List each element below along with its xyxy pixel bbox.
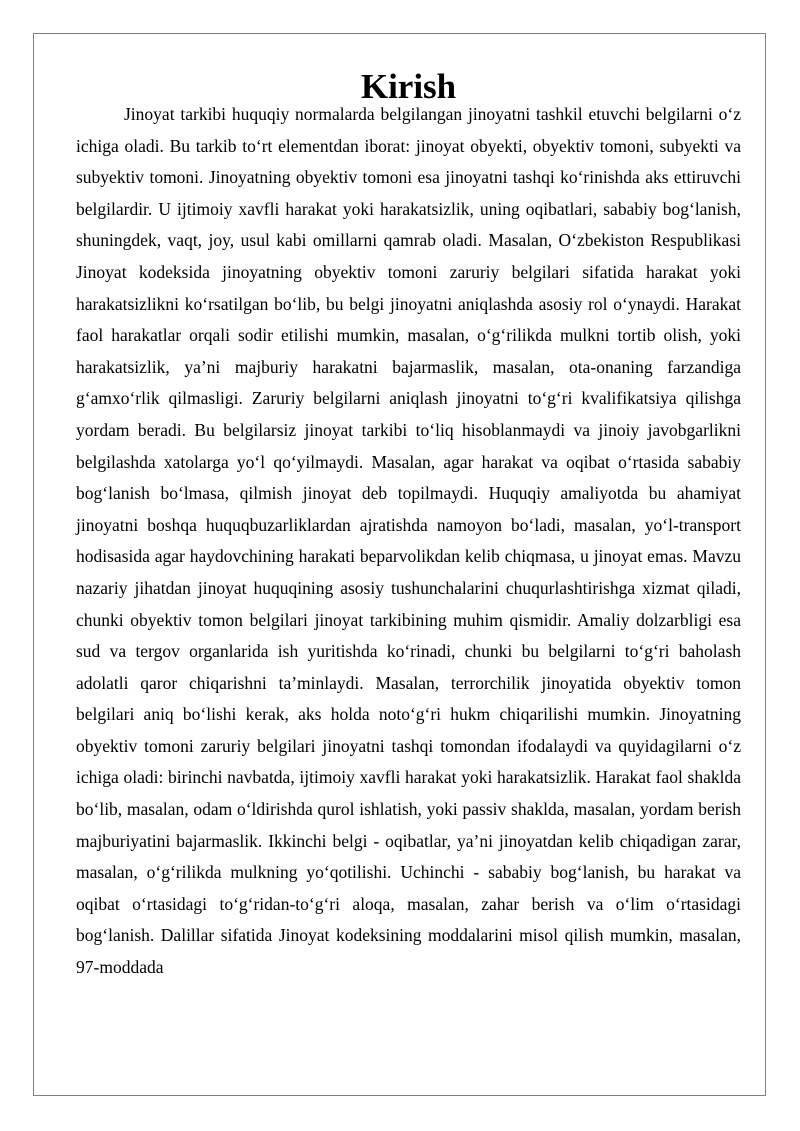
body-paragraph: Jinoyat tarkibi huquqiy normalarda belgilangan jinoyatni tashkil etuvchi belgilarni o‘z ichiga oladi. Bu tarkib to‘rt elementdan iborat: jinoyat obyekti, obyektiv tomoni, subyekti va subyektiv tomoni. Jinoyatning obyektiv tomoni esa jinoyatni tashqi ko‘rinishda aks ettiruvchi belgilardir. U ijtimoiy xavfli harakat yoki harakatsizlik, uning oqibatlari, sababiy bog‘lanish, shuningdek, vaqt, joy, usul kabi omillarni qamrab oladi. Masalan, O‘zbekiston Respublikasi Jinoyat kodeksida jinoyatning obyektiv tomoni zaruriy belgilari sifatida harakat yoki harakatsizlikni ko‘rsatilgan bo‘lib, bu belgi jinoyatni aniqlashda asosiy rol o‘ynaydi. Harakat faol harakatlar orqali sodir etilishi mumkin, masalan, o‘g‘rilikda mulkni tortib olish, yoki harakatsizlik, ya’ni majburiy harakatni bajarmaslik, masalan, ota-onaning farzandiga g‘amxo‘rlik qilmasligi. Zaruriy belgilarni aniqlash jinoyatni to‘g‘ri kvalifikatsiya qilishga yordam beradi. Bu belgilarsiz jinoyat tarkibi to‘liq hisoblanmaydi va jinoiy javobgarlikni belgilashda xatolarga yo‘l qo‘yilmaydi. Masalan, agar harakat va oqibat o‘rtasida sababiy bog‘lanish bo‘lmasa, qilmish jinoyat deb topilmaydi. Huquqiy amaliyotda bu ahamiyat jinoyatni boshqa huquqbuzarliklardan ajratishda namoyon bo‘ladi, masalan, yo‘l-transport hodisasida agar haydovchining harakati beparvolikdan kelib chiqmasa, u jinoyat emas. Mavzu nazariy jihatdan jinoyat huquqining asosiy tushunchalarini chuqurlashtirishga xizmat qiladi, chunki obyektiv tomon belgilari jinoyat tarkibining muhim qismidir. Amaliy dolzarbligi esa sud va tergov organlarida ish yuritishda ko‘rinadi, chunki bu belgilarni to‘g‘ri baholash adolatli qaror chiqarishni ta’minlaydi. Masalan, terrorchilik jinoyatida obyektiv tomon belgilari aniq bo‘lishi kerak, aks holda noto‘g‘ri hukm chiqarilishi mumkin. Jinoyatning obyektiv tomoni zaruriy belgilari jinoyatni tashqi tomondan ifodalaydi va quyidagilarni o‘z ichiga oladi: birinchi navbatda, ijtimoiy xavfli harakat yoki harakatsizlik. Harakat faol shaklda bo‘lib, masalan, odam o‘ldirishda qurol ishlatish, yoki passiv shaklda, masalan, yordam berish majburiyatini bajarmaslik. Ikkinchi belgi - oqibatlar, ya’ni jinoyatdan kelib chiqadigan zarar, masalan, o‘g‘rilikda mulkning yo‘qotilishi. Uchinchi - sababiy bog‘lanish, bu harakat va oqibat o‘rtasidagi to‘g‘ridan-to‘g‘ri aloqa, masalan, zahar berish va o‘lim o‘rtasidagi bog‘lanish. Dalillar sifatida Jinoyat kodeksining moddalarini misol qilish mumkin, masalan, 97-moddada — [76, 104, 741, 978]
page-title: Kirish — [360, 67, 457, 106]
document-body — [76, 67, 741, 984]
